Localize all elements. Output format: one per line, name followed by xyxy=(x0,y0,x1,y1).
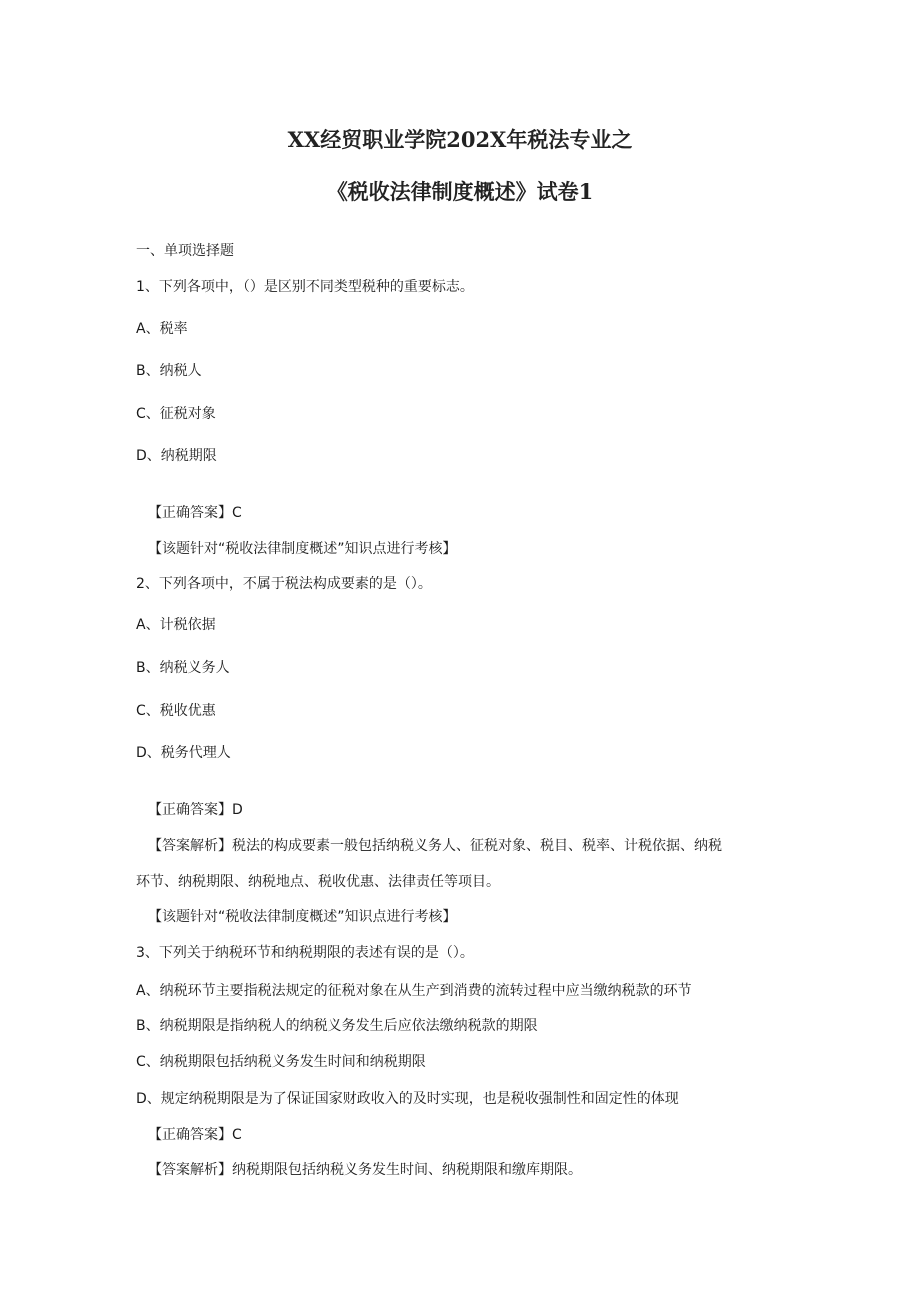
question-2-text: 2、下列各项中，不属于税法构成要素的是（）。 xyxy=(136,576,432,592)
question-3-option-c: C、纳税期限包括纳税义务发生时间和纳税期限 xyxy=(136,1054,426,1070)
question-3-answer: 【正确答案】C xyxy=(148,1127,242,1143)
question-2-option-b: B、纳税义务人 xyxy=(136,660,230,676)
question-2-option-a: A、计税依据 xyxy=(136,617,216,633)
document-title-line-2: 《税收法律制度概述》试卷1 xyxy=(326,179,594,204)
question-2-answer: 【正确答案】D xyxy=(148,802,243,818)
question-1-option-d: D、纳税期限 xyxy=(136,448,217,464)
question-2-analysis-line-1: 【答案解析】税法的构成要素一般包括纳税义务人、征税对象、税目、税率、计税依据、纳税 xyxy=(148,838,722,854)
question-3-text: 3、下列关于纳税环节和纳税期限的表述有误的是（）。 xyxy=(136,945,474,961)
question-1-knowledge-point: 【该题针对“税收法律制度概述”知识点进行考核】 xyxy=(148,541,457,557)
question-1-answer: 【正确答案】C xyxy=(148,505,242,521)
question-1-text: 1、下列各项中，（）是区别不同类型税种的重要标志。 xyxy=(136,279,474,295)
question-2-option-c: C、税收优惠 xyxy=(136,703,216,719)
question-3-option-d: D、规定纳税期限是为了保证国家财政收入的及时实现，也是税收强制性和固定性的体现 xyxy=(136,1091,679,1107)
question-2-option-d: D、税务代理人 xyxy=(136,745,231,761)
section-heading: 一、单项选择题 xyxy=(136,243,234,259)
question-3-option-a: A、纳税环节主要指税法规定的征税对象在从生产到消费的流转过程中应当缴纳税款的环节 xyxy=(136,983,692,999)
question-1-option-a: A、税率 xyxy=(136,321,188,337)
question-2-knowledge-point: 【该题针对“税收法律制度概述”知识点进行考核】 xyxy=(148,909,457,925)
document-title-line-1: XX经贸职业学院202X年税法专业之 xyxy=(287,127,633,152)
question-3-option-b: B、纳税期限是指纳税人的纳税义务发生后应依法缴纳税款的期限 xyxy=(136,1018,538,1034)
question-1-option-c: C、征税对象 xyxy=(136,406,216,422)
question-1-option-b: B、纳税人 xyxy=(136,363,202,379)
question-3-analysis-line-1: 【答案解析】纳税期限包括纳税义务发生时间、纳税期限和缴库期限。 xyxy=(148,1162,582,1178)
question-2-analysis-line-2: 环节、纳税期限、纳税地点、税收优惠、法律责任等项目。 xyxy=(136,874,500,890)
